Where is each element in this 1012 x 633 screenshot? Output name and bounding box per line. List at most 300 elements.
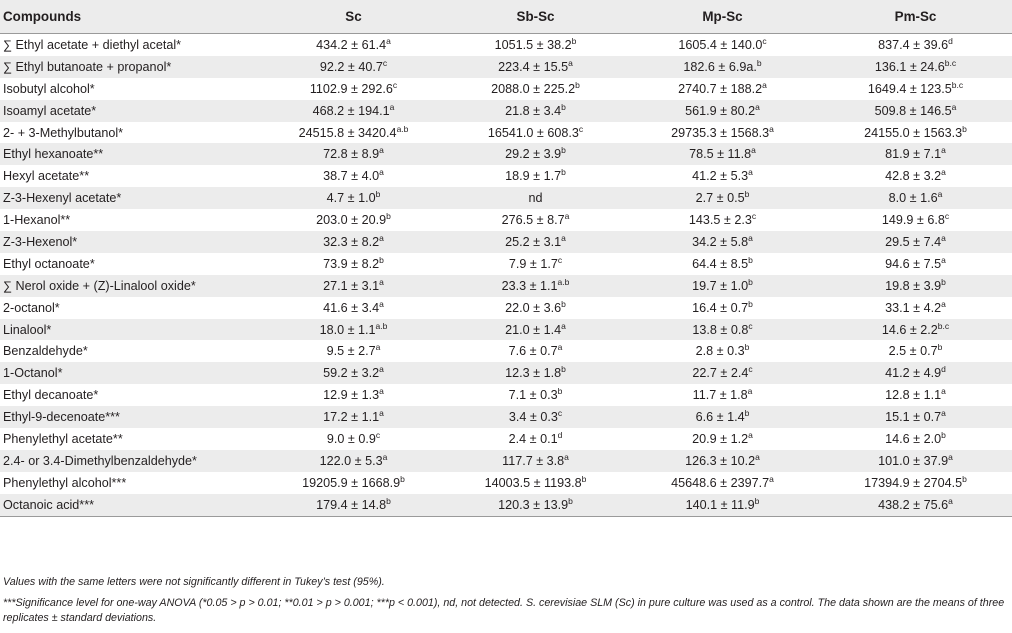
compound-name: ∑ Nerol oxide + (Z)-Linalool oxide* [3, 278, 196, 293]
cell-value: 19.7 ± 1.0 [692, 278, 749, 293]
cell-pm-sc [819, 187, 1012, 209]
cell-pm-sc [819, 100, 1012, 122]
significance-letter: a [379, 276, 384, 287]
significance-letter: a [941, 145, 946, 156]
cell-value: 19.8 ± 3.9 [885, 278, 942, 293]
cell-pm-sc [819, 319, 1012, 341]
table-row [0, 297, 1012, 319]
significance-letter: b [941, 429, 946, 440]
significance-letter: a [941, 408, 946, 419]
cell-mp-sc [626, 100, 819, 122]
table-row [0, 78, 1012, 100]
header-row [0, 0, 1012, 34]
significance-letter: b [756, 57, 762, 68]
cell-pm-sc [819, 450, 1012, 472]
cell-compound [0, 78, 262, 100]
cell-value: 24155.0 ± 1563.3 [864, 125, 963, 140]
cell-value: 18.0 ± 1.1 [319, 322, 376, 337]
cell-value: 25.2 ± 3.1 [505, 234, 562, 249]
cell-sb-sc [445, 100, 626, 122]
cell-sb-sc [445, 34, 626, 56]
significance-letter: b [744, 189, 750, 200]
header-sc: Sc [262, 0, 445, 34]
cell-pm-sc [819, 275, 1012, 297]
cell-pm-sc [819, 362, 1012, 384]
significance-letter: b.c [951, 79, 964, 90]
cell-pm-sc [819, 231, 1012, 253]
significance-letter: a [561, 232, 566, 243]
table-row [0, 165, 1012, 187]
cell-sb-sc [445, 253, 626, 275]
compound-name: Isobutyl alcohol* [3, 81, 95, 96]
cell-value: 29.5 ± 7.4 [885, 234, 942, 249]
cell-compound [0, 56, 262, 78]
cell-pm-sc [819, 34, 1012, 56]
cell-sc [262, 231, 445, 253]
cell-compound [0, 494, 262, 516]
table-footnotes [3, 575, 1008, 627]
cell-value: 8.0 ± 1.6 [888, 191, 938, 206]
cell-mp-sc [626, 494, 819, 516]
significance-letter: a [941, 298, 946, 309]
cell-compound [0, 143, 262, 165]
significance-letter: a [948, 451, 953, 462]
significance-letter: b [962, 123, 967, 134]
cell-sb-sc [445, 472, 626, 494]
significance-letter: b [561, 101, 566, 112]
header-compounds: Compounds [0, 0, 262, 34]
table-row [0, 100, 1012, 122]
significance-letter: a [557, 342, 563, 353]
cell-sc [262, 122, 445, 144]
cell-pm-sc [819, 78, 1012, 100]
cell-value: 18.9 ± 1.7 [505, 169, 562, 184]
cell-value: 9.5 ± 2.7 [326, 344, 376, 359]
cell-value: 34.2 ± 5.8 [692, 234, 749, 249]
cell-compound [0, 209, 262, 231]
significance-letter: a [568, 57, 573, 68]
cell-sc [262, 472, 445, 494]
compound-name: 1-Hexanol** [3, 213, 71, 228]
cell-sb-sc [445, 209, 626, 231]
significance-letter: c [751, 211, 757, 222]
table-row [0, 231, 1012, 253]
cell-sb-sc [445, 275, 626, 297]
significance-letter: a [769, 123, 774, 134]
cell-value: 32.3 ± 8.2 [323, 234, 380, 249]
cell-sb-sc [445, 406, 626, 428]
cell-mp-sc [626, 165, 819, 187]
cell-value: 1649.4 ± 123.5 [867, 81, 952, 96]
cell-sb-sc [445, 450, 626, 472]
cell-pm-sc [819, 472, 1012, 494]
cell-value: 13.8 ± 0.8 [692, 322, 749, 337]
cell-value: 7.1 ± 0.3 [508, 388, 558, 403]
cell-sb-sc [445, 231, 626, 253]
cell-value: 33.1 ± 4.2 [885, 300, 942, 315]
cell-sb-sc [445, 78, 626, 100]
significance-letter: a [755, 451, 760, 462]
cell-value: 59.2 ± 3.2 [323, 366, 380, 381]
table-row [0, 494, 1012, 516]
cell-value: 509.8 ± 146.5 [874, 103, 952, 118]
cell-sc [262, 450, 445, 472]
significance-letter: c [748, 320, 753, 331]
cell-value: 12.8 ± 1.1 [885, 388, 942, 403]
cell-value: 143.5 ± 2.3 [688, 213, 752, 228]
significance-letter: b [748, 254, 753, 265]
cell-value: 2.4 ± 0.1 [508, 431, 558, 446]
cell-value: 41.6 ± 3.4 [323, 300, 380, 315]
significance-letter: a [755, 101, 760, 112]
cell-value: 78.5 ± 11.8 [689, 147, 752, 162]
cell-pm-sc [819, 494, 1012, 516]
cell-mp-sc [626, 78, 819, 100]
cell-mp-sc [626, 319, 819, 341]
cell-sb-sc [445, 428, 626, 450]
significance-letter: a [379, 232, 384, 243]
cell-value: 203.0 ± 20.9 [316, 213, 387, 228]
significance-letter: a [379, 298, 384, 309]
cell-sb-sc [445, 340, 626, 362]
cell-mp-sc [626, 231, 819, 253]
cell-value: 14.6 ± 2.2 [881, 322, 938, 337]
compound-name: ∑ Ethyl butanoate + propanol* [3, 59, 172, 74]
cell-value: 23.3 ± 1.1 [501, 278, 558, 293]
cell-value: 2.8 ± 0.3 [695, 344, 745, 359]
cell-value: 81.9 ± 7.1 [885, 147, 942, 162]
cell-value: 276.5 ± 8.7 [501, 213, 565, 228]
cell-value: 12.9 ± 1.3 [323, 388, 380, 403]
significance-letter: a [748, 429, 753, 440]
cell-mp-sc [626, 253, 819, 275]
significance-letter: a [748, 232, 753, 243]
cell-compound [0, 319, 262, 341]
significance-letter: a [769, 473, 774, 484]
cell-value: 38.7 ± 4.0 [323, 169, 380, 184]
significance-letter: c [944, 211, 950, 222]
table-row [0, 253, 1012, 275]
table-body [0, 34, 1012, 517]
cell-sc [262, 209, 445, 231]
cell-value: 14.6 ± 2.0 [885, 431, 942, 446]
cell-mp-sc [626, 428, 819, 450]
significance-letter: a [386, 35, 391, 46]
significance-letter: b [744, 342, 750, 353]
significance-letter: b [561, 298, 566, 309]
table-row [0, 209, 1012, 231]
cell-sc [262, 165, 445, 187]
significance-letter: a [382, 451, 388, 462]
cell-mp-sc [626, 384, 819, 406]
cell-sc [262, 406, 445, 428]
cell-value: 179.4 ± 14.8 [316, 497, 387, 512]
cell-sb-sc [445, 384, 626, 406]
cell-value: 29735.3 ± 1568.3 [671, 125, 770, 140]
cell-value: 117.7 ± 3.8 [502, 453, 565, 468]
significance-letter: a [561, 320, 566, 331]
significance-letter: a [379, 386, 384, 397]
cell-value: 22.7 ± 2.4 [692, 366, 749, 381]
significance-letter: b [748, 276, 753, 287]
significance-letter: d [948, 35, 953, 46]
significance-letter: a [941, 167, 946, 178]
compound-name: Z-3-Hexenyl acetate* [3, 191, 122, 206]
cell-sc [262, 384, 445, 406]
significance-letter: c [748, 364, 753, 375]
cell-mp-sc [626, 209, 819, 231]
significance-letter: b [400, 473, 405, 484]
significance-letter: c [578, 123, 584, 134]
cell-sc [262, 319, 445, 341]
cell-value: 64.4 ± 8.5 [692, 256, 749, 271]
cell-mp-sc [626, 34, 819, 56]
cell-pm-sc [819, 143, 1012, 165]
cell-compound [0, 428, 262, 450]
compound-name: Hexyl acetate** [3, 169, 90, 184]
cell-compound [0, 472, 262, 494]
cell-pm-sc [819, 297, 1012, 319]
significance-letter: b [386, 495, 391, 506]
cell-mp-sc [626, 143, 819, 165]
significance-letter: a [941, 232, 946, 243]
cell-value: 1102.9 ± 292.6 [309, 81, 393, 96]
header-pm-sc: Pm-Sc [819, 0, 1012, 34]
significance-letter: b.c [937, 320, 950, 331]
significance-letter: b [575, 79, 580, 90]
compound-name: Phenylethyl alcohol*** [3, 475, 127, 490]
cell-pm-sc [819, 56, 1012, 78]
cell-value: 16541.0 ± 608.3 [487, 125, 579, 140]
cell-sb-sc [445, 143, 626, 165]
cell-value: 11.7 ± 1.8 [692, 388, 748, 403]
compound-name: 2-octanol* [3, 300, 60, 315]
cell-value: 182.6 ± 6.9a. [683, 59, 757, 74]
significance-letter: b [937, 342, 943, 353]
cell-sb-sc [445, 297, 626, 319]
cell-value: nd [528, 191, 543, 206]
compound-name: Isoamyl acetate* [3, 103, 97, 118]
significance-letter: a [389, 101, 395, 112]
cell-value: 2.5 ± 0.7 [888, 344, 938, 359]
cell-sb-sc [445, 122, 626, 144]
cell-value: 6.6 ± 1.4 [695, 410, 745, 425]
compound-name: ∑ Ethyl acetate + diethyl acetal* [3, 37, 182, 52]
significance-letter: b [561, 145, 566, 156]
significance-letter: b.c [944, 57, 957, 68]
table-row [0, 56, 1012, 78]
cell-value: 2088.0 ± 225.2 [491, 81, 576, 96]
cell-value: 122.0 ± 5.3 [319, 453, 383, 468]
cell-sb-sc [445, 165, 626, 187]
cell-sc [262, 253, 445, 275]
cell-value: 16.4 ± 0.7 [692, 300, 749, 315]
significance-letter: a.b [375, 320, 388, 331]
cell-mp-sc [626, 56, 819, 78]
significance-letter: c [557, 254, 563, 265]
cell-value: 94.6 ± 7.5 [885, 256, 942, 271]
cell-value: 561.9 ± 80.2 [685, 103, 756, 118]
significance-letter: b [581, 473, 587, 484]
cell-sc [262, 143, 445, 165]
significance-letter: a [564, 211, 570, 222]
cell-sc [262, 362, 445, 384]
cell-sc [262, 340, 445, 362]
significance-letter: a [747, 386, 753, 397]
cell-compound [0, 362, 262, 384]
compound-name: Z-3-Hexenol* [3, 234, 78, 249]
significance-letter: b [568, 495, 573, 506]
cell-value: 126.3 ± 10.2 [685, 453, 756, 468]
cell-pm-sc [819, 340, 1012, 362]
table-row [0, 450, 1012, 472]
cell-value: 468.2 ± 194.1 [312, 103, 390, 118]
cell-value: 7.6 ± 0.7 [508, 344, 558, 359]
cell-pm-sc [819, 209, 1012, 231]
cell-sb-sc [445, 494, 626, 516]
cell-value: 27.1 ± 3.1 [323, 278, 380, 293]
cell-compound [0, 450, 262, 472]
cell-value: 41.2 ± 5.3 [692, 169, 749, 184]
cell-value: 101.0 ± 37.9 [878, 453, 949, 468]
table-row [0, 143, 1012, 165]
cell-pm-sc [819, 165, 1012, 187]
cell-compound [0, 122, 262, 144]
cell-pm-sc [819, 406, 1012, 428]
significance-letter: b [748, 298, 753, 309]
cell-value: 2740.7 ± 188.2 [678, 81, 763, 96]
compound-name: Ethyl octanoate* [3, 256, 95, 271]
significance-letter: c [762, 35, 767, 46]
significance-letter: b [962, 473, 967, 484]
compound-name: Linalool* [3, 322, 52, 337]
cell-pm-sc [819, 253, 1012, 275]
cell-sc [262, 275, 445, 297]
table-header [0, 0, 1012, 34]
significance-letter: a [564, 451, 569, 462]
cell-sb-sc [445, 362, 626, 384]
cell-compound [0, 34, 262, 56]
significance-letter: a [762, 79, 767, 90]
cell-value: 45648.6 ± 2397.7 [671, 475, 770, 490]
cell-value: 12.3 ± 1.8 [505, 366, 562, 381]
footnote-significance: ***Significance level for one-way ANOVA (*0.05 > p > 0.01; **0.01 > p > 0.001; ***p < 0.001), nd, not detected. S. cerevisiae SLM (Sc) in pure culture was used as a control. The data shown are the means of three replicates ± standard deviations. [3, 596, 1005, 624]
cell-value: 14003.5 ± 1193.8 [484, 475, 582, 490]
cell-value: 15.1 ± 0.7 [885, 410, 942, 425]
significance-letter: a.b [396, 123, 409, 134]
table-row [0, 34, 1012, 56]
table-row [0, 428, 1012, 450]
significance-letter: b [375, 189, 381, 200]
compound-name: Ethyl hexanoate** [3, 147, 104, 162]
cell-compound [0, 100, 262, 122]
cell-mp-sc [626, 275, 819, 297]
cell-value: 42.8 ± 3.2 [885, 169, 942, 184]
significance-letter: a.b [557, 276, 570, 287]
cell-compound [0, 187, 262, 209]
cell-value: 223.4 ± 15.5 [498, 59, 569, 74]
compound-name: Benzaldehyde* [3, 344, 88, 359]
cell-sb-sc [445, 187, 626, 209]
cell-sc [262, 187, 445, 209]
cell-sb-sc [445, 56, 626, 78]
cell-value: 7.9 ± 1.7 [508, 256, 558, 271]
cell-value: 3.4 ± 0.3 [508, 410, 558, 425]
significance-letter: a [937, 189, 943, 200]
compound-name: Octanoic acid*** [3, 497, 95, 512]
cell-pm-sc [819, 122, 1012, 144]
cell-compound [0, 275, 262, 297]
table-row [0, 319, 1012, 341]
cell-compound [0, 231, 262, 253]
significance-letter: c [375, 429, 381, 440]
cell-value: 120.3 ± 13.9 [498, 497, 569, 512]
compound-name: Ethyl-9-decenoate*** [3, 410, 120, 425]
significance-letter: a [941, 386, 946, 397]
compound-name: 1-Octanol* [3, 366, 63, 381]
significance-letter: a [941, 254, 946, 265]
cell-sc [262, 100, 445, 122]
significance-letter: a [948, 495, 953, 506]
significance-letter: a [748, 167, 753, 178]
cell-sc [262, 428, 445, 450]
footnote-tukey: Values with the same letters were not significantly different in Tukey’s test (95%). [3, 576, 385, 588]
significance-letter: a [951, 101, 957, 112]
cell-mp-sc [626, 362, 819, 384]
cell-value: 1605.4 ± 140.0 [678, 37, 763, 52]
cell-value: 1051.5 ± 38.2 [494, 37, 572, 52]
cell-compound [0, 253, 262, 275]
cell-value: 72.8 ± 8.9 [323, 147, 380, 162]
cell-value: 2.7 ± 0.5 [695, 191, 745, 206]
cell-value: 29.2 ± 3.9 [505, 147, 562, 162]
cell-sc [262, 34, 445, 56]
significance-letter: b [379, 254, 384, 265]
cell-sc [262, 297, 445, 319]
cell-mp-sc [626, 340, 819, 362]
significance-letter: a [751, 145, 756, 156]
cell-value: 19205.9 ± 1668.9 [302, 475, 401, 490]
cell-value: 17.2 ± 1.1 [323, 410, 380, 425]
significance-letter: b [571, 35, 577, 46]
cell-value: 136.1 ± 24.6 [874, 59, 945, 74]
significance-letter: c [392, 79, 398, 90]
cell-value: 24515.8 ± 3420.4 [298, 125, 397, 140]
compound-name: 2.4- or 3.4-Dimethylbenzaldehyde* [3, 453, 197, 468]
cell-mp-sc [626, 187, 819, 209]
significance-letter: b [386, 211, 391, 222]
cell-pm-sc [819, 428, 1012, 450]
cell-mp-sc [626, 122, 819, 144]
cell-mp-sc [626, 450, 819, 472]
cell-mp-sc [626, 406, 819, 428]
cell-value: 434.2 ± 61.4 [316, 37, 387, 52]
cell-value: 4.7 ± 1.0 [326, 191, 376, 206]
cell-value: 17394.9 ± 2704.5 [864, 475, 963, 490]
cell-value: 73.9 ± 8.2 [323, 256, 380, 271]
cell-value: 92.2 ± 40.7 [319, 59, 383, 74]
significance-letter: c [382, 57, 388, 68]
cell-mp-sc [626, 472, 819, 494]
compound-name: Ethyl decanoate* [3, 388, 99, 403]
table-row [0, 122, 1012, 144]
significance-letter: a [379, 364, 384, 375]
significance-letter: b [557, 386, 563, 397]
cell-sc [262, 56, 445, 78]
table-row [0, 384, 1012, 406]
compound-name: Phenylethyl acetate** [3, 431, 123, 446]
table-row [0, 472, 1012, 494]
